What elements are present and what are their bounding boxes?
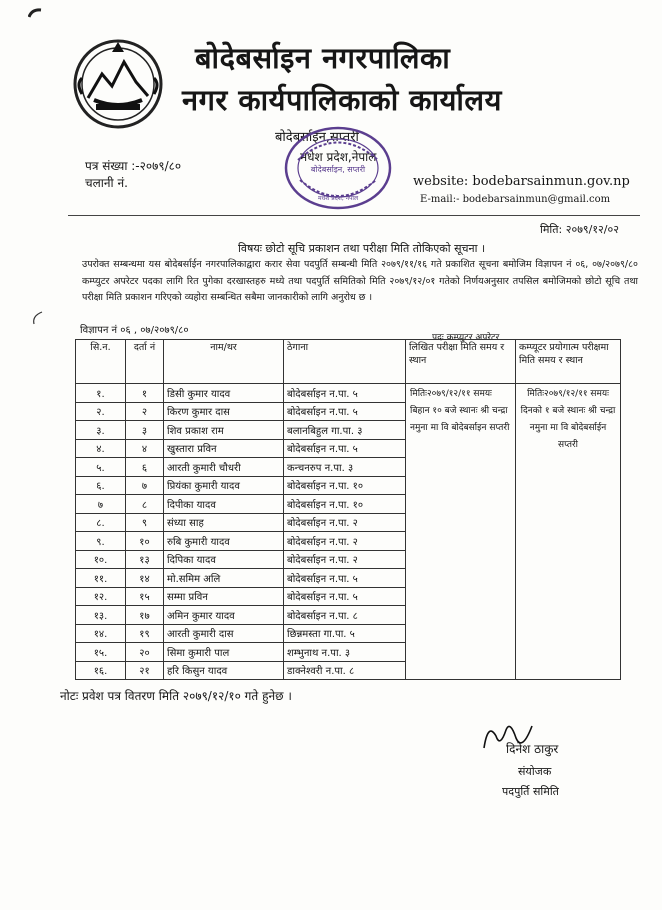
row-sn: ८. — [76, 513, 126, 532]
nepal-emblem-logo — [72, 38, 164, 130]
row-reg: ४ — [126, 439, 164, 458]
row-name: दिपीका यादव — [164, 495, 284, 514]
signatory-role: संयोजक — [518, 765, 552, 778]
row-address: डाक्नेश्वरी न.पा. ८ — [284, 661, 406, 680]
row-reg: ७ — [126, 476, 164, 495]
row-reg: १९ — [126, 624, 164, 643]
row-address: छिन्नमस्ता गा.पा. ५ — [284, 624, 406, 643]
row-reg: ३ — [126, 421, 164, 440]
row-address: बोदेबर्साइन न.पा. २ — [284, 513, 406, 532]
row-address: बोदेबर्साइन न.पा. २ — [284, 550, 406, 569]
row-reg: २ — [126, 402, 164, 421]
row-name: किरण कुमार दास — [164, 402, 284, 421]
row-reg: १४ — [126, 569, 164, 588]
computer-exam-info: मितिः२०७९/१२/११ समयः दिनको १ बजे स्थानः श्री चन्द्रा नमुना मा वि बोदेबर्साईन सप्तरी — [516, 384, 621, 680]
row-sn: १२. — [76, 587, 126, 606]
row-sn: २. — [76, 402, 126, 421]
row-name: मो.समिम अलि — [164, 569, 284, 588]
row-address: शम्भुनाथ न.पा. ३ — [284, 643, 406, 662]
row-name: रुबि कुमारी यादव — [164, 532, 284, 551]
row-sn: ५. — [76, 458, 126, 477]
table-header-row — [76, 340, 621, 384]
row-name: अमिन कुमार यादव — [164, 606, 284, 625]
row-reg: ६ — [126, 458, 164, 477]
signatory-committee: पदपुर्ति समिति — [502, 785, 559, 798]
municipality-title: बोदेबर्साइन नगरपालिका — [195, 41, 451, 75]
row-reg: ८ — [126, 495, 164, 514]
row-reg: ९ — [126, 513, 164, 532]
header-written-exam: लिखित परीक्षा मिति समय र स्थान — [406, 340, 516, 384]
admit-card-note: नोटः प्रवेश पत्र वितरण मिति २०७९/१२/१० गते हुनेछ । — [60, 689, 292, 703]
table-row — [76, 384, 621, 403]
row-sn: ९. — [76, 532, 126, 551]
email-text: E-mail:- bodebarsainmun@gmail.com — [420, 194, 611, 205]
header-computer-exam: कम्प्यूटर प्रयोगात्म परीक्षमा मिति समय र स्थान — [516, 340, 621, 384]
office-province: मधेश प्रदेश,नेपाल — [300, 150, 377, 164]
header-reg: दर्ता नं — [126, 340, 164, 384]
website-text: website: bodebarsainmun.gov.np — [413, 174, 630, 189]
official-stamp — [278, 120, 398, 215]
row-address: बोदेबर्साइन न.पा. २ — [284, 532, 406, 551]
row-sn: १६. — [76, 661, 126, 680]
office-title: नगर कार्यपालिकाको कार्यालय — [182, 83, 502, 117]
header-sn: सि.न. — [76, 340, 126, 384]
row-reg: १७ — [126, 606, 164, 625]
written-exam-info: मितिः२०७९/१२/११ समयः बिहान १० बजे स्थानः श्री चन्द्रा नमुना मा वि बोदेबर्साइन सप्तरी — [406, 384, 516, 680]
row-name: संध्या साह — [164, 513, 284, 532]
row-name: दिपिका यादव — [164, 550, 284, 569]
corner-mark — [28, 8, 42, 18]
row-name: आरती कुमारी चौधरी — [164, 458, 284, 477]
post-label: पदः कम्प्युटर अपरेटर — [432, 333, 500, 343]
row-sn: ७ — [76, 495, 126, 514]
row-address: बोदेबर्साइन न.पा. ५ — [284, 402, 406, 421]
row-address: बोदेबर्साइन न.पा. ५ — [284, 587, 406, 606]
header-name: नाम/थर — [164, 340, 284, 384]
letter-date: मिति: २०७९/१२/०२ — [540, 223, 619, 236]
row-sn: ६. — [76, 476, 126, 495]
row-reg: २० — [126, 643, 164, 662]
dispatch-number: चलानी नं. — [85, 176, 128, 190]
signatory-name: दिनेश ठाकुर — [506, 742, 559, 756]
row-name: प्रियंका कुमारी यादव — [164, 476, 284, 495]
row-name: हरि किसुन यादव — [164, 661, 284, 680]
office-location: बोदेबर्साइन,सप्तरी — [275, 130, 359, 145]
candidate-table — [75, 339, 621, 680]
row-sn: १३. — [76, 606, 126, 625]
row-name: आरती कुमारी दास — [164, 624, 284, 643]
row-address: बोदेबर्साइन न.पा. १० — [284, 476, 406, 495]
header-divider — [68, 215, 640, 216]
row-reg: २१ — [126, 661, 164, 680]
header-address: ठेगाना — [284, 340, 406, 384]
row-reg: १ — [126, 384, 164, 403]
letter-body: उपरोक्त सम्बन्धमा यस बोदेबर्साईन नगरपालिकाद्वारा करार सेवा पदपुर्ति सम्बन्धी मिति २०७९/११/१६ गते प्रकाशित सूचना बमोजिम विज्ञापन नं ०६, ०७/२०७९/८० कम्प्युटर अपरेटर पदका लागि रित पुगेका दरखास्तहरु मध्ये तथा पदपुर्ति समितिको मिति २०७९/१२/०१ गतेको निर्णयअनुसार तपसिल बमोजिमको छोटो सूचि तथा परीक्षा मिति प्रकाशन गरिएको व्यहोरा सम्बन्धित सबैमा जानकारीको लागि अनुरोध छ । — [82, 259, 638, 303]
stamp-bottom-text: मधेश प्रदेश, नेपाल — [317, 195, 359, 202]
row-name: खुस्तारा प्रविन — [164, 439, 284, 458]
row-reg: १५ — [126, 587, 164, 606]
stamp-center-text: बोदेबर्साइन, सप्तरी — [310, 165, 366, 174]
reference-number: पत्र संख्या :-२०७९/८० — [85, 159, 182, 173]
row-sn: ११. — [76, 569, 126, 588]
advertisement-reference: विज्ञापन नं ०६ , ०७/२०७९/८० — [80, 325, 189, 336]
row-sn: १४. — [76, 624, 126, 643]
row-sn: १०. — [76, 550, 126, 569]
row-name: शिव प्रकाश राम — [164, 421, 284, 440]
row-name: सिमा कुमारी पाल — [164, 643, 284, 662]
row-reg: १३ — [126, 550, 164, 569]
row-sn: ३. — [76, 421, 126, 440]
row-sn: १५. — [76, 643, 126, 662]
row-sn: ४. — [76, 439, 126, 458]
row-name: डिसी कुमार यादव — [164, 384, 284, 403]
row-address: बलानबिहुल गा.पा. ३ — [284, 421, 406, 440]
row-name: सम्मा प्रविन — [164, 587, 284, 606]
row-address: बोदेबर्साइन न.पा. ५ — [284, 569, 406, 588]
row-reg: १० — [126, 532, 164, 551]
letter-subject: विषयः छोटो सूचि प्रकाशन तथा परीक्षा मिति तोकिएको सूचना । — [238, 242, 486, 255]
row-address: बोदेबर्साइन न.पा. ५ — [284, 439, 406, 458]
row-sn: १. — [76, 384, 126, 403]
punch-hole-mark — [30, 310, 44, 326]
row-address: बोदेबर्साइन न.पा. ५ — [284, 384, 406, 403]
row-address: बोदेबर्साइन न.पा. ८ — [284, 606, 406, 625]
row-address: कन्चनरुप न.पा. ३ — [284, 458, 406, 477]
row-address: बोदेबर्साइन न.पा. १० — [284, 495, 406, 514]
